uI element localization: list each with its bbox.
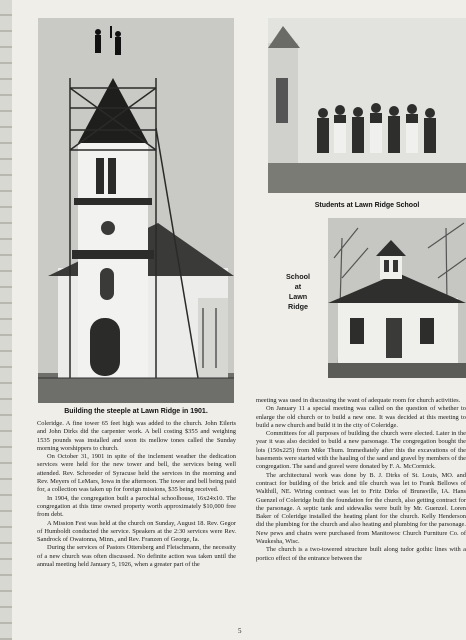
left-text-column [37, 420, 236, 638]
paragraph: Coleridge. A fine tower 65 feet high was added to the church. John Eilerts and John Dirks did the carpenter work. A bell costing $355 and weighing 1535 pounds was installed and soon its mellow tones called the Sunday morning worshippers to church. [37, 420, 236, 452]
students-photo [268, 18, 466, 193]
school-label-line: Ridge [288, 302, 308, 311]
students-caption: Students at Lawn Ridge School [314, 202, 420, 209]
school-label-line: Lawn [288, 292, 308, 301]
paragraph: On October 31, 1901 in spite of the inclement weather the dedication services were held for the new tower and bell, the services being well attended. Rev. Schroeder of Syracuse held the services in the morning and Rev. Meyers of LeMars, Iowa in the afternoon. The tower and bell being paid for, a collection was taken up for foreign missions, $35 being received. [37, 453, 236, 494]
page-number: 5 [238, 627, 242, 635]
school-label-line: School [286, 272, 310, 281]
school-label [278, 272, 318, 312]
paragraph: During the services of Pastors Ottersberg and Fleischmann, the necessity of a new church was often discussed. No definite action was taken until the annual meeting held January 5, 1926, when a greater part of the [37, 544, 236, 569]
paragraph: A Mission Fest was held at the church on Sunday, August 18. Rev. Gegor of Humboldt conducted the service. Speakers at the 2:30 services were Rev. Sandrock of Owatonna, Minn., and Rev. Franzen of George, Ia. [37, 519, 236, 544]
paragraph: In 1904, the congregation built a parochial schoolhouse, 16x24x10. The congregation at this time owned property worth approximately $10,000 free from debt. [37, 494, 236, 519]
paragraph: On January 11 a special meeting was called on the question of whether to enlarge the old church or to build a new one. It was decided at this meeting to build a new church and build it in the city of Coleridge. [256, 405, 466, 429]
paragraph: meeting was used in discussing the want of adequate room for church activities. [256, 397, 461, 404]
steeple-photo [38, 18, 234, 403]
paragraph: The architectural work was done by B. J. Dirks of St. Louis, MO. and contract for building of the brick and tile church was let to Frank Bellows of Walthill, NE. Wiring contract was let to Fritz Dirks of Brunsville, IA. Hans Guenzel of Coleridge built the foundation for the church, also getting contract for the parsonage. A septic tank and sidewalks were built by Mr. Guenzel. Loren Baker of Coleridge installed the heating plant for the church. Kelly Henderson did the plumbing for the church and also heating and plumbing for the parsonage. New pews and chairs were purchased from Manitowoc Church Furniture Co. of Waukesha, Wisc. [256, 471, 466, 546]
paragraph: Committees for all purposes of building the church were elected. Later in the year it was also decided to build a new parsonage. The congregation bought the lots (150x225) from Mike Thum. Immediately after this the excavations of the basements were started with the hauling of the sand and gravel by members of the congregation. The sand and gravel were donated by F. A. McCormick. [256, 430, 466, 471]
binding-edge [0, 0, 12, 640]
school-photo [328, 218, 466, 378]
right-text-column [256, 397, 466, 638]
paragraph: The church is a two-towered structure built along tudor gothic lines with a portico effect of the entrance between the [256, 546, 466, 562]
school-label-line: at [294, 282, 302, 291]
steeple-caption: Building the steeple at Lawn Ridge in 1901. [64, 408, 208, 415]
